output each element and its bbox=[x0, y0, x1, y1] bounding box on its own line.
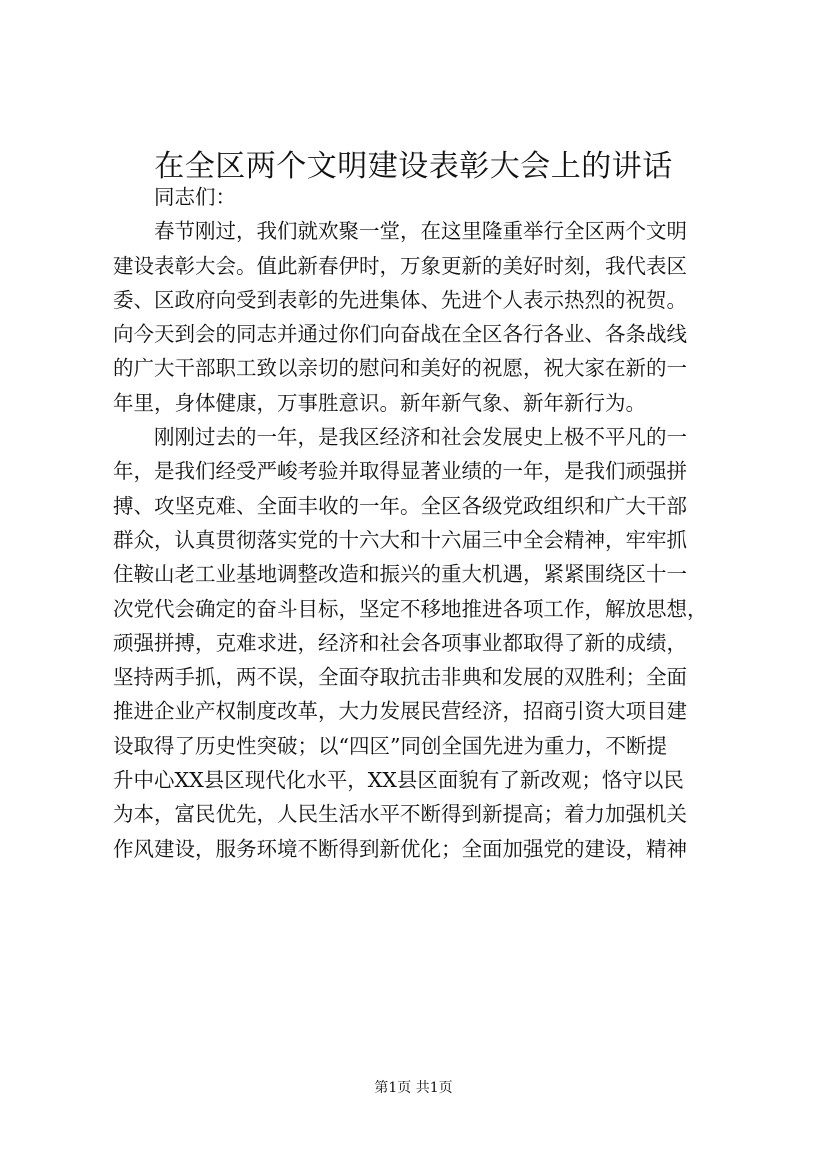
body-line: 春节刚过，我们就欢聚一堂，在这里隆重举行全区两个文明 bbox=[154, 219, 687, 244]
body-line: 的广大干部职工致以亲切的慰问和美好的祝愿，祝大家在新的一 bbox=[113, 356, 687, 381]
body-line: 次党代会确定的奋斗目标，坚定不移地推进各项工作，解放思想， bbox=[113, 596, 708, 621]
body-line: 住鞍山老工业基地调整改造和振兴的重大机遇，紧紧围绕区十一 bbox=[113, 562, 687, 587]
body-line: 为本，富民优先，人民生活水平不断得到新提高；着力加强机关 bbox=[113, 802, 687, 827]
body-line: 作风建设，服务环境不断得到新优化；全面加强党的建设，精神 bbox=[113, 836, 687, 861]
body-line: 向今天到会的同志并通过你们向奋战在全区各行各业、各条战线 bbox=[113, 322, 687, 347]
body-line: 推进企业产权制度改革，大力发展民营经济，招商引资大项目建 bbox=[113, 699, 687, 724]
body-line: 建设表彰大会。值此新春伊时，万象更新的美好时刻，我代表区 bbox=[113, 253, 687, 278]
body-line: 坚持两手抓，两不误，全面夺取抗击非典和发展的双胜利；全面 bbox=[113, 665, 687, 690]
body-line: 委、区政府向受到表彰的先进集体、先进个人表示热烈的祝贺。 bbox=[113, 287, 687, 312]
body-line: 搏、攻坚克难、全面丰收的一年。全区各级党政组织和广大干部 bbox=[113, 493, 687, 518]
body-line: 同志们： bbox=[154, 185, 236, 209]
page-footer: 第1页 共1页 bbox=[374, 1080, 453, 1096]
body-line: 群众，认真贯彻落实党的十六大和十六届三中全会精神，牢牢抓 bbox=[113, 527, 687, 552]
document-body bbox=[113, 180, 753, 866]
body-line: 顽强拼搏，克难求进，经济和社会各项事业都取得了新的成绩， bbox=[113, 630, 687, 655]
body-line: 升中心XX县区现代化水平，XX县区面貌有了新改观；恪守以民 bbox=[113, 768, 684, 793]
body-line: 年里，身体健康，万事胜意识。新年新气象、新年新行为。 bbox=[113, 390, 646, 415]
body-line: 设取得了历史性突破；以“四区”同创全国先进为重力，不断提 bbox=[113, 733, 667, 758]
body-line: 年，是我们经受严峻考验并取得显著业绩的一年，是我们顽强拼 bbox=[113, 459, 687, 484]
document-title: 在全区两个文明建设表彰大会上的讲话 bbox=[154, 149, 673, 184]
body-line: 刚刚过去的一年，是我区经济和社会发展史上极不平凡的一 bbox=[154, 425, 687, 450]
